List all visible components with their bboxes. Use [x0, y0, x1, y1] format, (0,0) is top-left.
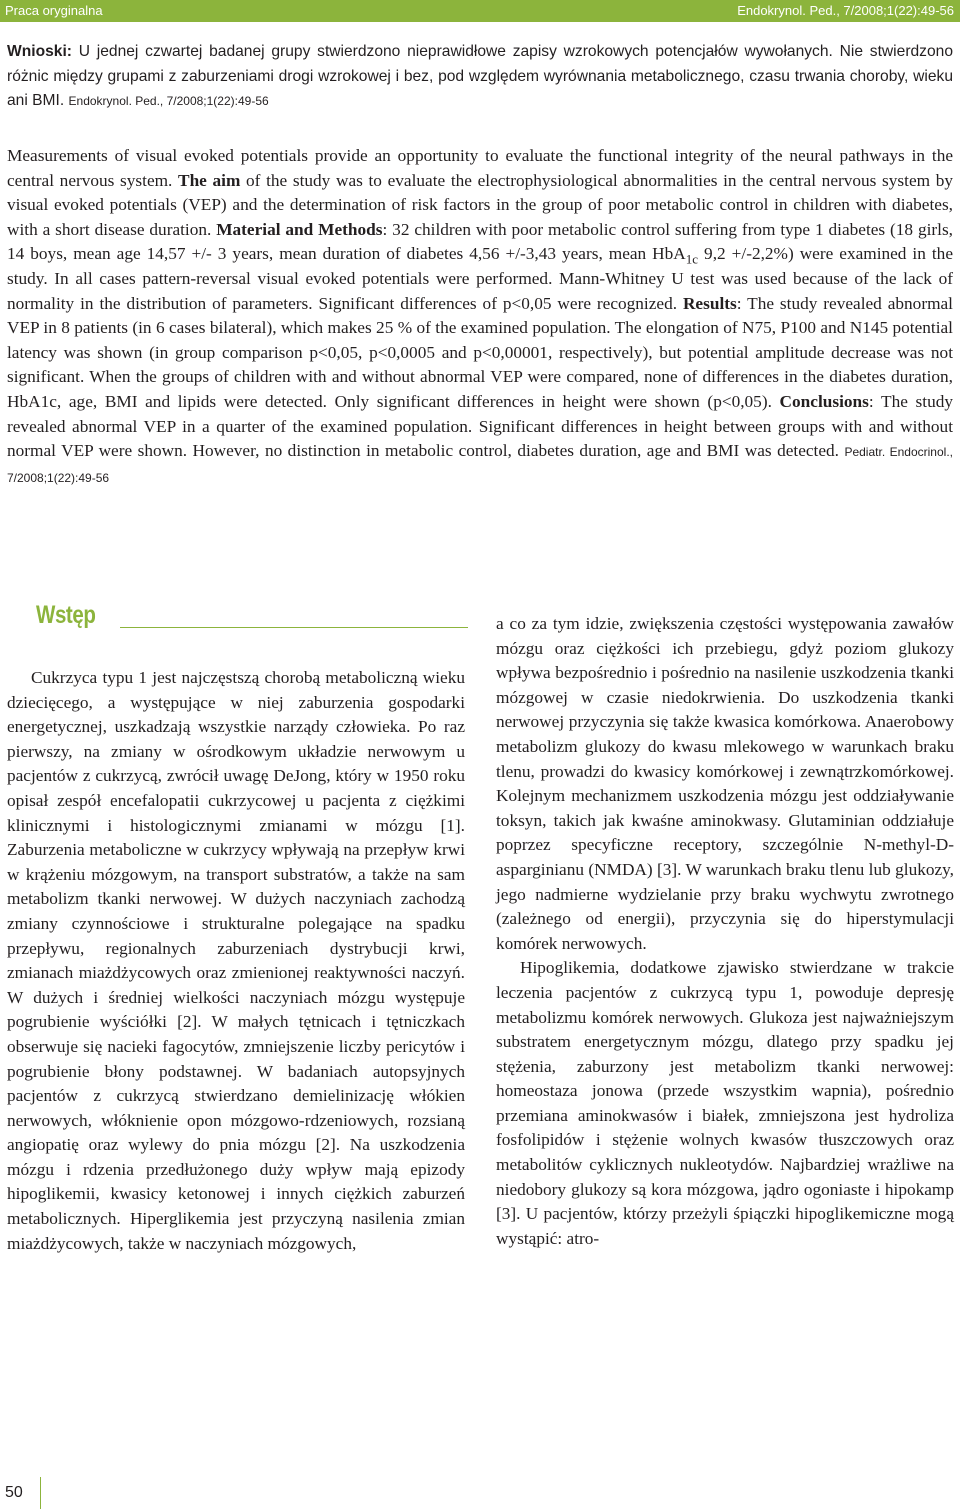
results-label: Results	[682, 293, 737, 313]
running-header	[0, 0, 960, 22]
conclusions-text-pl: U jednej czwartej badanej grupy stwierdzono nieprawidłowe zapisy wzrokowych potencjałów wywołanych. Nie stwierdzono różnic między grupami z zaburzeniami drogi wzrokowej i bez, pod względem wyrównania metabolicznego, czasu trwania choroby, wieku ani BMI.	[7, 43, 953, 109]
page-number-rule	[40, 1477, 41, 1509]
intro-paragraph-2: a co za tym idzie, zwiększenia częstości występowania zawałów mózgu oraz ciężkości ich przebiegu, gdyż poziom glukozy wpływa bezpośrednio i pośrednio na nasilenie uszkodzenia tkanki mózgowej w czasie niedokrwienia. Do uszkodzenia tkanki nerwowej przyczynia się także kwasica komórkowa. Anaerobowy metabolizm glukozy do kwasu mlekowego w warunkach braku tlenu, prowadzi do kwasicy komórkowej i zewnątrzkomórkowej. Kolejnym mechanizmem uszkodzenia mózgu jest oddziaływanie toksyn, takich jak kwaśne aminokwasy. Glutaminian oddziałuje poprzez specyficzne receptory, szczególnie N-methyl-D-asparginianu (NMDA) [3]. W warunkach braku tlenu lub glukozy, jego nadmierne wydzielanie przy braku wychwytu zwrotnego (zależnego od energii), przyczynia się do hiperstymulacji komórek nerwowych.	[496, 614, 954, 953]
conclusions-text: : The study revealed abnormal VEP in a quarter of the examined population. Significant differences in height between groups with and without normal VEP were shown. However, no distinction in metabolic control, diabetes duration, age and BMI was detected.	[7, 391, 953, 461]
conclusions-label-pl: Wnioski:	[7, 43, 72, 60]
results-text: : The study revealed abnormal VEP in 8 patients (in 6 cases bilateral), which makes 25 % of the examined population. The elongation of N75, P100 and N145 potential latency was shown (in group comparison p<0,05, p<0,0005 and p<0,00001, respectively), but potential amplitude decrease was not significant. When the groups of children with and without abnormal VEP were compared, none of differences in the diabetes duration, HbA1c, age, BMI and lipids were detected. Only significant differences in height were shown (p<0,05).	[7, 293, 953, 411]
article-type-label: Praca oryginalna	[5, 3, 103, 18]
methods-label: Material and Methods	[216, 219, 383, 239]
hba1c-subscript: 1c	[685, 251, 699, 267]
conclusions-label: Conclusions	[779, 391, 869, 411]
left-column	[7, 666, 465, 1256]
journal-citation-header: Endokrynol. Ped., 7/2008;1(22):49-56	[737, 3, 954, 18]
english-abstract	[7, 144, 953, 490]
abstract-intro: Measurements of visual evoked potentials provide an opportunity to evaluate the functional integrity of the neural pathways in the central nervous system.	[7, 146, 953, 190]
page-number: 50	[5, 1484, 23, 1501]
aim-label: The aim	[178, 170, 241, 190]
abstract-citation-pl: Endokrynol. Ped., 7/2008;1(22):49-56	[68, 94, 269, 108]
abstract-citation-en: Pediatr. Endocrinol., 7/2008;1(22):49-56	[7, 445, 953, 485]
polish-abstract-conclusions	[7, 40, 953, 114]
aim-text: of the study was to evaluate the electrophysiological abnormalities in the central nervous system by visual evoked potentials (VEP) and the determination of risk factors in the group of poor metabolic control in children with diabetes, with a short disease duration.	[7, 170, 954, 239]
intro-paragraph-1: Cukrzyca typu 1 jest najczęstszą chorobą metaboliczną wieku dziecięcego, a występujące w niej zaburzenia gospodarki energetycznej, uszkadzają wszystkie narządy człowieka. Po raz pierwszy, na zmiany w ośrodkowym układzie nerwowym u pacjentów z cukrzycą, zwrócił uwagę DeJong, który w 1950 roku opisał zespół encefalopatii cukrzycowej u pacjenta z ciężkimi klinicznymi i histologicznymi zmianami w mózgu [1]. Zaburzenia metaboliczne w cukrzycy wpływają na przepływ krwi w krążeniu mózgowym, na transport substratów, a także na sam metabolizm tkanki nerwowej. W dużych naczyniach zachodzą zmiany czynnościowe i strukturalne polegające na spadku przepływu, regionalnych zaburzeniach dystrybucji krwi, zmianach miażdżycowych oraz zmienionej reaktywności naczyń. W dużych i średniej wielkości naczyniach mózgu występuje pogrubienie wyściółki [2]. W małych tętnicach i tętniczkach obserwuje się nacieki fagocytów, zmniejszenie liczby pericytów i pogrubienie błony podstawnej. W badaniach autopsyjnych pacjentów z cukrzycą stwierdzano demielinizację włókien nerwowych, włóknienie opon mózgowo-rdzeniowych, rozsianą angiopatię oraz wylewy do pnia mózgu [2]. Na uszkodzenia mózgu i rdzenia przedłużonego duży wpływ mają epizody hipoglikemii, kwasicy ketonowej i innych ciężkich zaburzeń metabolicznych. Hiperglikemia jest przyczyną nasilenia zmian miażdżycowych, także w naczyniach mózgowych,	[7, 668, 465, 1253]
right-column	[496, 612, 954, 1251]
heading-underline	[120, 627, 468, 628]
methods-text-continued: 9,2 +/-2,2%) were examined in the study. In all cases pattern-reversal visual evoked potentials were performed. Mann-Whitney U test was used because of the lack of normality in the distribution of parameters. Significant differences of p<0,05 were recognized.	[7, 244, 953, 313]
intro-paragraph-3: Hipoglikemia, dodatkowe zjawisko stwierdzane w trakcie leczenia pacjentów z cukrzycą typu 1, powoduje depresję metabolizmu komórek nerwowych. Glukoza jest najważniejszym substratem energetycznym mózgu, dlatego przy spadku jej stężenia, zaburzony jest metabolizm tkanki nerwowej: homeostaza jonowa (przede wszystkim wapnia), pośrednio przemiana aminokwasów i białek, zmniejszona jest hydroliza fosfolipidów i stężenie wolnych kwasów tłuszczowych oraz metabolitów cyklicznych nukleotydów. Najbardziej wrażliwe na niedobory glukozy są kora mózgowa, jądro ogoniaste i hipokamp [3]. U pacjentów, którzy przeżyli śpiączki hipoglikemiczne mogą wystąpić: atro-	[496, 958, 954, 1248]
section-heading: Wstęp	[36, 601, 96, 629]
methods-text: : 32 children with poor metabolic control suffering from type 1 diabetes (18 girls, 14 boys, mean age 14,57 +/- 3 years, mean duration of diabetes 4,56 +/-3,43 years, mean HbA	[7, 219, 953, 264]
